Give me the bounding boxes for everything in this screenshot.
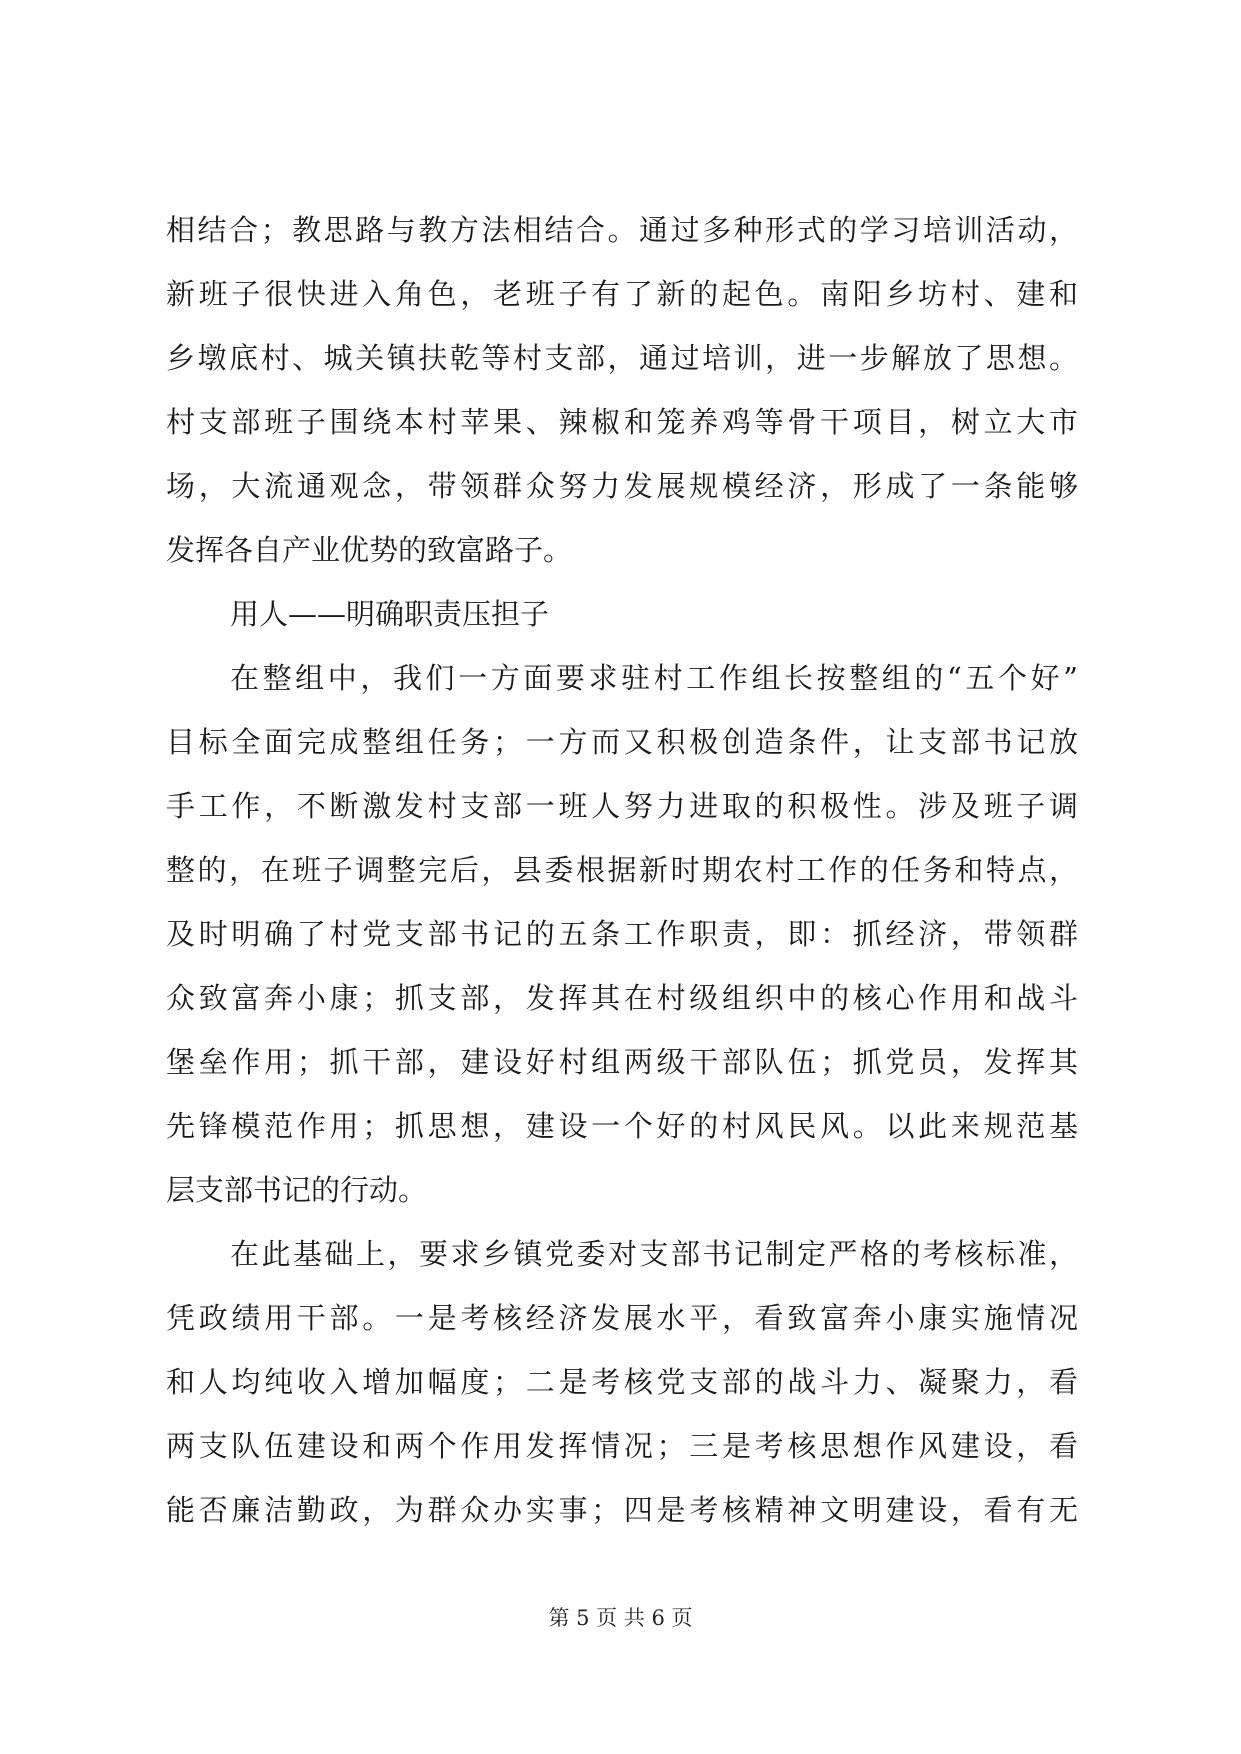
text-line: 凭政绩用干部。一是考核经济发展水平，看致富奔小康实施情况 xyxy=(166,1301,1078,1335)
text-line: 堡垒作用；抓干部，建设好村组两级干部队伍；抓党员，发挥其 xyxy=(166,1045,1078,1079)
text-line: 手工作，不断激发村支部一班人努力进取的积极性。涉及班子调 xyxy=(166,789,1078,823)
page-footer xyxy=(0,1602,1241,1632)
text-line: 在此基础上，要求乡镇党委对支部书记制定严格的考核标准， xyxy=(230,1237,1078,1271)
text-line: 众致富奔小康；抓支部，发挥其在村级组织中的核心作用和战斗 xyxy=(166,981,1078,1015)
text-line: 新班子很快进入角色，老班子有了新的起色。南阳乡坊村、建和 xyxy=(166,277,1078,311)
text-line: 发挥各自产业优势的致富路子。 xyxy=(166,533,573,567)
text-line: 相结合；教思路与教方法相结合。通过多种形式的学习培训活动， xyxy=(166,213,1078,247)
text-line: 和人均纯收入增加幅度；二是考核党支部的战斗力、凝聚力，看 xyxy=(166,1365,1078,1399)
text-line: 能否廉洁勤政，为群众办实事；四是考核精神文明建设，看有无 xyxy=(166,1493,1078,1527)
text-line: 村支部班子围绕本村苹果、辣椒和笼养鸡等骨干项目，树立大市 xyxy=(166,405,1078,439)
text-line: 在整组中，我们一方面要求驻村工作组长按整组的“五个好” xyxy=(230,661,1078,695)
document-body xyxy=(166,198,1078,1542)
text-line: 两支队伍建设和两个作用发挥情况；三是考核思想作风建设，看 xyxy=(166,1429,1078,1463)
text-line: 乡墩底村、城关镇扶乾等村支部，通过培训，进一步解放了思想。 xyxy=(166,341,1078,375)
page-number-label: 第 5 页 共 6 页 xyxy=(548,1606,693,1630)
text-line: 及时明确了村党支部书记的五条工作职责，即：抓经济，带领群 xyxy=(166,917,1078,951)
text-line: 层支部书记的行动。 xyxy=(166,1173,428,1207)
section-heading: 用人——明确职责压担子 xyxy=(230,597,550,631)
text-line: 先锋模范作用；抓思想，建设一个好的村风民风。以此来规范基 xyxy=(166,1109,1078,1143)
text-line: 场，大流通观念，带领群众努力发展规模经济，形成了一条能够 xyxy=(166,469,1078,503)
text-line: 目标全面完成整组任务；一方而又积极创造条件，让支部书记放 xyxy=(166,725,1078,759)
text-line: 整的，在班子调整完后，县委根据新时期农村工作的任务和特点， xyxy=(166,853,1078,887)
